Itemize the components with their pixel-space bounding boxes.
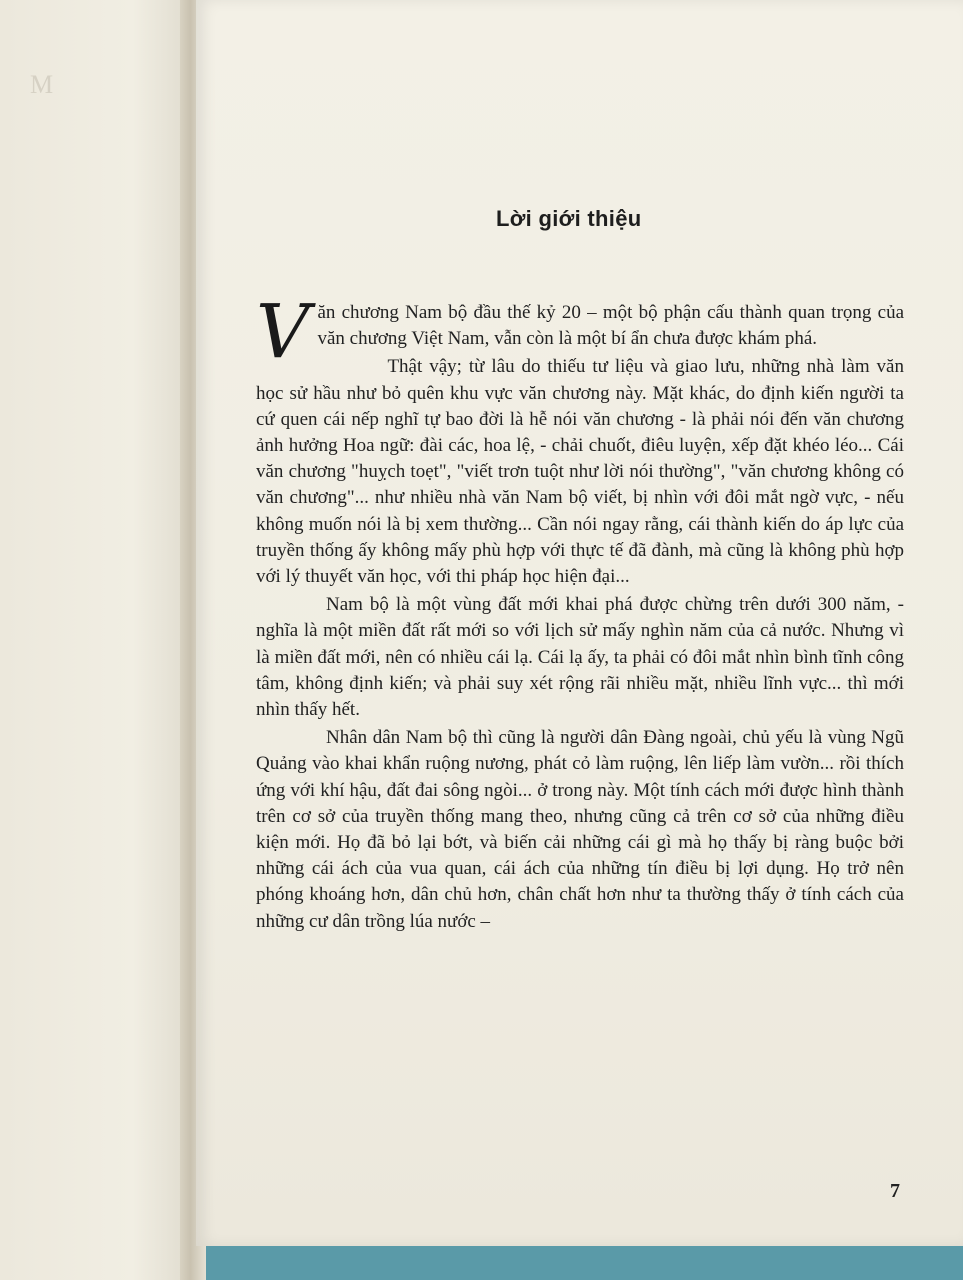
paragraph-1-text: ăn chương Nam bộ đầu thế kỷ 20 – một bộ phận cấu thành quan trọng của văn chương Việt Nam, vẫn còn là một bí ẩn chưa được khám phá. bbox=[317, 302, 904, 350]
chapter-title: Lời giới thiệu bbox=[496, 206, 642, 231]
drop-cap: V bbox=[256, 289, 310, 375]
facing-page bbox=[0, 0, 190, 1280]
paragraph-2: Thật vậy; từ lâu do thiếu tư liệu và giao lưu, những nhà làm văn học sử hầu như bỏ quên khu vực văn chương này. Mặt khác, do định kiến người ta cứ quen cái nếp nghĩ tự bao đời là hễ nói văn chương - là phải nói đến văn chương ảnh hưởng Hoa ngữ: đài các, hoa lệ, - chải chuốt, điêu luyện, xếp đặt khéo léo... Cái văn chương "huỵch toẹt", "viết trơn tuột như lời nói thường", "văn chương không có văn chương"... như nhiều nhà văn Nam bộ viết, bị nhìn với đôi mắt ngờ vực, - nếu không muốn nói là bị xem thường... Cần nói ngay rằng, cái thành kiến do áp lực của truyền thống ấy không mấy phù hợp với thực tế đã đành, mà cũng là không phù hợp với lý thuyết văn học, với thi pháp học hiện đại... bbox=[256, 356, 904, 588]
paragraph-4: Nhân dân Nam bộ thì cũng là người dân Đàng ngoài, chủ yếu là vùng Ngũ Quảng vào khai khẩn ruộng nương, phát cỏ làm ruộng, lên liếp làm vườn... rồi thích ứng với khí hậu, đất đai sông ngòi... ở trong này. Một tính cách mới được hình thành trên cơ sở của truyền thống mang theo, nhưng cũng cả trên cơ sở của những điều kiện mới. Họ đã bỏ lại bớt, và biến cải những cái gì mà họ thấy bị ràng buộc bởi những cái ách của vua quan, cái ách của những tín điều bị lợi dụng. Họ trở nên phóng khoáng hơn, dân chủ hơn, chân chất hơn như ta thường thấy ở tính cách của những cư dân trồng lúa nước – bbox=[256, 727, 904, 932]
body-text bbox=[256, 289, 904, 935]
paragraph-3: Nam bộ là một vùng đất mới khai phá được chừng trên dưới 300 năm, - nghĩa là một miền đất rất mới so với lịch sử mấy nghìn năm của cả nước. Nhưng vì là miền đất mới, nên có nhiều cái lạ. Cái lạ ấy, ta phải có đôi mắt nhìn bình tĩnh công tâm, không định kiến; và phải suy xét rộng rãi nhiều mặt, nhiều lĩnh vực... thì mới nhìn thấy hết. bbox=[256, 594, 904, 721]
page-number: 7 bbox=[890, 1180, 900, 1202]
paragraph-1 bbox=[256, 289, 904, 375]
bleed-through-text: M bbox=[30, 70, 54, 99]
